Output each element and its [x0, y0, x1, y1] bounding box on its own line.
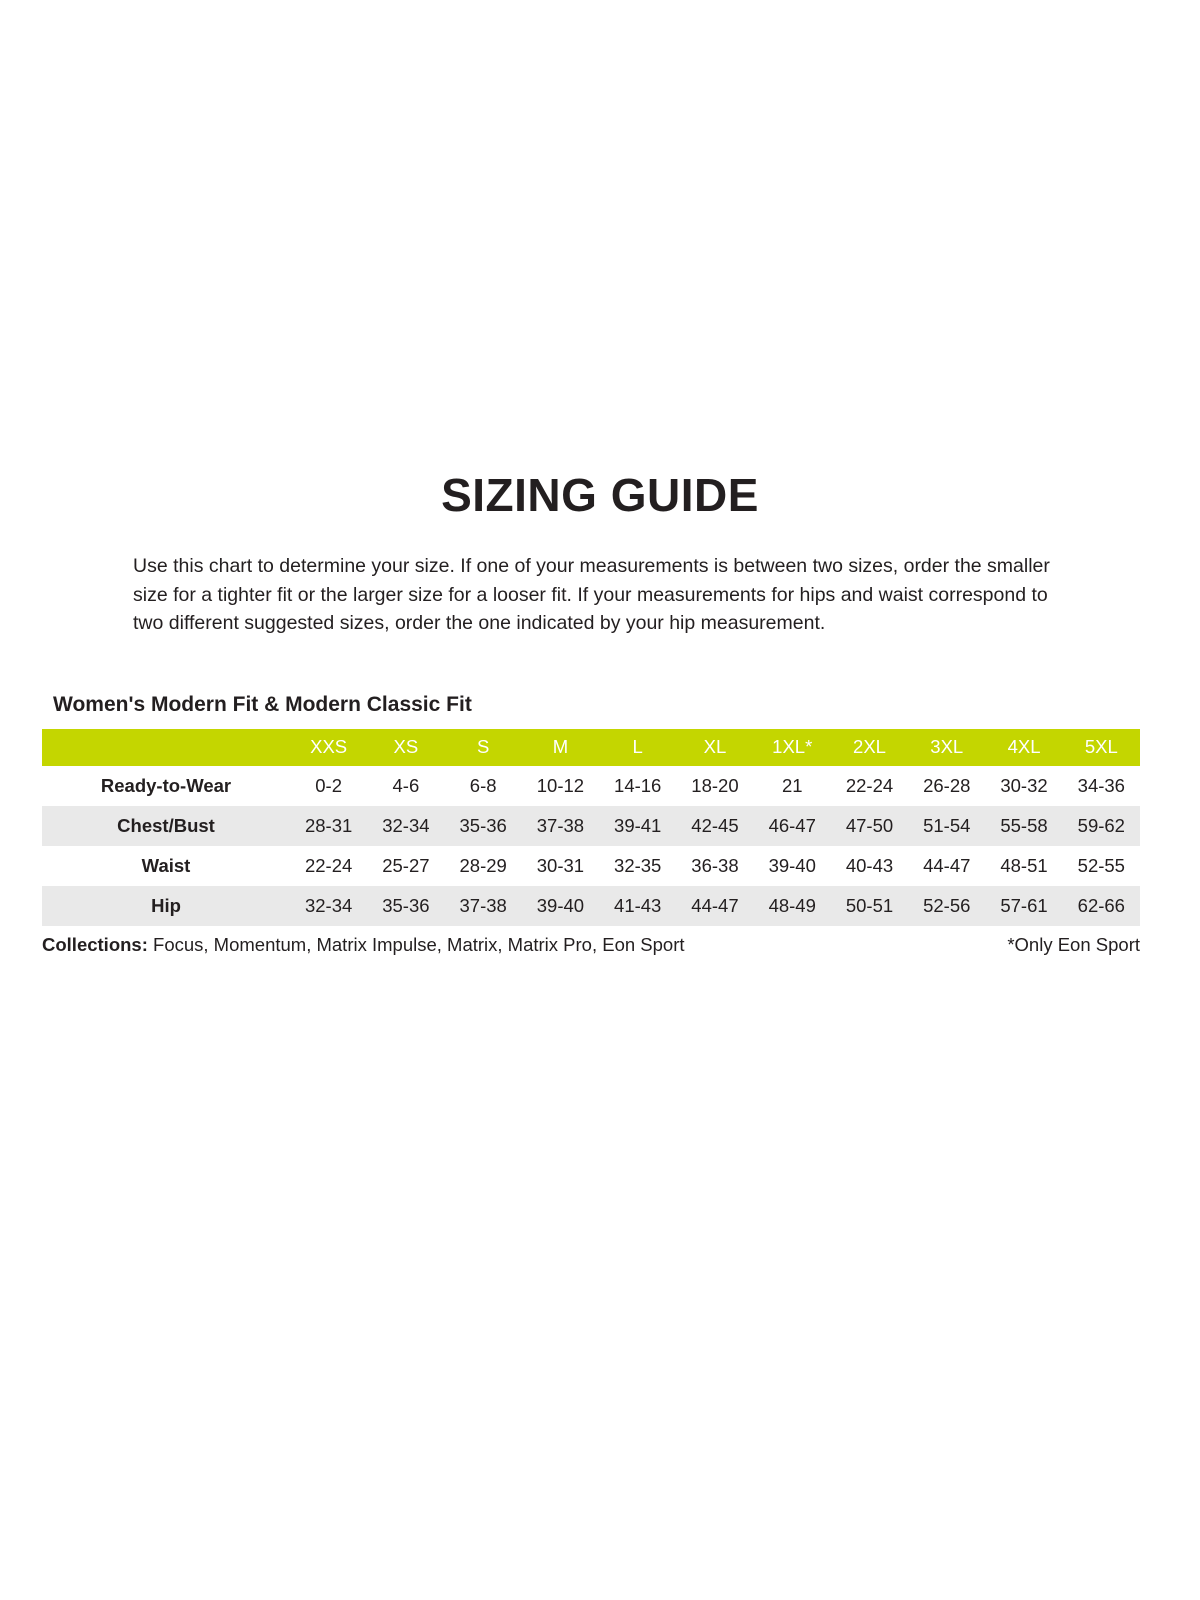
size-value-cell: 21: [781, 774, 803, 796]
size-value-cell: 55-58: [985, 806, 1062, 846]
size-table-body: [42, 766, 1140, 926]
size-value-cell: 39-40: [522, 886, 599, 926]
size-value-cell: 26-28: [923, 774, 971, 796]
collections-label: Collections:: [42, 933, 148, 955]
collections-list: Focus, Momentum, Matrix Impulse, Matrix, Matrix Pro, Eon Sport: [147, 933, 685, 955]
size-value-cell: 44-47: [676, 886, 753, 926]
footnote-only-eon-sport: *Only Eon Sport: [1007, 933, 1140, 955]
size-column-header: XL: [676, 729, 753, 766]
size-table-header-row: [42, 729, 1140, 766]
size-value-cell: 30-31: [536, 854, 585, 876]
row-label: Waist: [141, 854, 191, 876]
size-value-cell: 36-38: [691, 854, 739, 876]
size-value-cell: 34-36: [1077, 774, 1125, 796]
size-column-header: 4XL: [985, 729, 1062, 766]
section-heading: Women's Modern Fit & Modern Classic Fit: [53, 692, 472, 716]
row-label: Ready-to-Wear: [100, 774, 232, 796]
size-value-cell: 39-41: [599, 806, 676, 846]
table-row: [42, 766, 1140, 806]
size-value-cell: 30-32: [1000, 774, 1048, 796]
row-label: Hip: [42, 886, 290, 926]
size-value-cell: 40-43: [845, 854, 894, 876]
size-table: [42, 729, 1140, 926]
size-value-cell: 10-12: [536, 774, 585, 796]
size-column-header: 1XL*: [754, 729, 831, 766]
size-value-cell: 48-51: [1000, 854, 1048, 876]
size-value-cell: 22-24: [845, 774, 894, 796]
size-value-cell: 14-16: [614, 774, 662, 796]
size-column-header: 2XL: [831, 729, 908, 766]
size-value-cell: 22-24: [304, 854, 353, 876]
size-value-cell: 62-66: [1063, 886, 1140, 926]
size-value-cell: 59-62: [1063, 806, 1140, 846]
table-row: [42, 846, 1140, 886]
size-value-cell: 48-49: [754, 886, 831, 926]
size-column-header: 5XL: [1063, 729, 1140, 766]
size-value-cell: 46-47: [754, 806, 831, 846]
size-value-cell: 25-27: [382, 854, 430, 876]
row-label: Chest/Bust: [42, 806, 290, 846]
table-row: [42, 886, 1140, 926]
size-column-header: M: [522, 729, 599, 766]
size-value-cell: 41-43: [599, 886, 676, 926]
size-value-cell: 52-56: [908, 886, 985, 926]
size-column-header: L: [599, 729, 676, 766]
size-value-cell: 32-35: [614, 854, 662, 876]
size-column-header: XS: [367, 729, 444, 766]
collections-note: [42, 934, 685, 956]
intro-paragraph: Use this chart to determine your size. If one of your measurements is between two sizes, order the smaller size for a tighter fit or the larger size for a looser fit. If your measurements for hips and waist correspond to two different suggested sizes, order the one indicated by your hip measurement.: [133, 555, 1050, 635]
table-row: [42, 806, 1140, 846]
size-value-cell: 18-20: [691, 774, 739, 796]
size-column-header: S: [445, 729, 522, 766]
size-value-cell: 44-47: [923, 854, 971, 876]
size-value-cell: 47-50: [831, 806, 908, 846]
header-corner-cell: [42, 729, 290, 766]
size-value-cell: 39-40: [768, 854, 816, 876]
size-value-cell: 37-38: [445, 886, 522, 926]
size-value-cell: 37-38: [522, 806, 599, 846]
page-title: SIZING GUIDE: [441, 469, 759, 521]
size-value-cell: 52-55: [1077, 854, 1125, 876]
size-value-cell: 6-8: [469, 774, 497, 796]
size-column-header: XXS: [290, 729, 367, 766]
size-value-cell: 0-2: [315, 774, 342, 796]
size-value-cell: 51-54: [908, 806, 985, 846]
table-footer: [42, 934, 1140, 956]
size-column-header: 3XL: [908, 729, 985, 766]
size-value-cell: 32-34: [290, 886, 367, 926]
size-value-cell: 28-31: [290, 806, 367, 846]
size-value-cell: 32-34: [367, 806, 444, 846]
size-value-cell: 42-45: [676, 806, 753, 846]
size-value-cell: 28-29: [459, 854, 507, 876]
size-value-cell: 4-6: [392, 774, 420, 796]
size-value-cell: 50-51: [831, 886, 908, 926]
size-value-cell: 35-36: [367, 886, 444, 926]
size-value-cell: 57-61: [985, 886, 1062, 926]
size-value-cell: 35-36: [445, 806, 522, 846]
